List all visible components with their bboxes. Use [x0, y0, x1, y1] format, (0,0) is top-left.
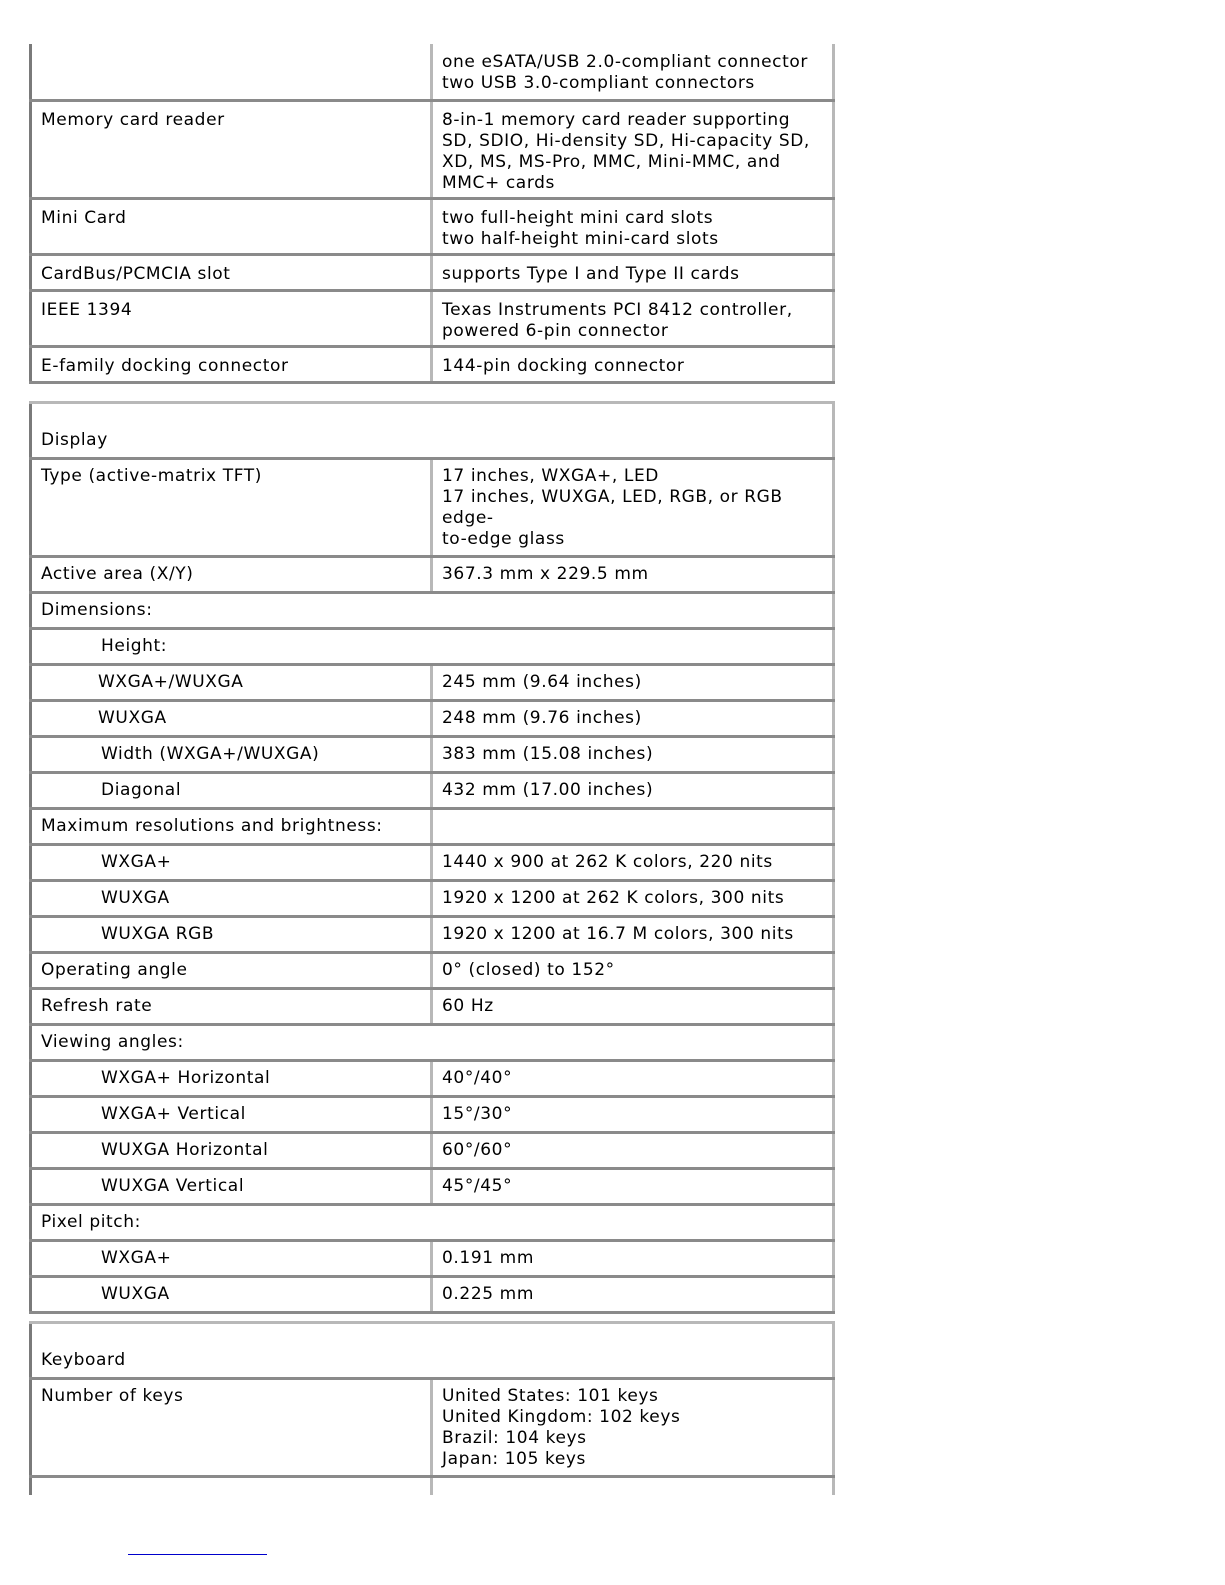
table-row: [31, 989, 834, 1025]
spec-value: 1920 x 1200 at 16.7 M colors, 300 nits: [432, 917, 834, 953]
spec-group-label: Dimensions:: [31, 593, 834, 629]
table-row: [31, 953, 834, 989]
spec-group-label: Viewing angles:: [31, 1025, 834, 1061]
table-row: [31, 459, 834, 557]
table-row: [31, 1061, 834, 1097]
spec-label: Memory card reader: [31, 100, 432, 198]
spec-value: 40°/40°: [432, 1061, 834, 1097]
section-heading-keyboard: Keyboard: [31, 1323, 834, 1379]
keyboard-table: [29, 1321, 835, 1495]
table-row: [31, 773, 834, 809]
table-row: [31, 100, 834, 198]
spec-value: 60°/60°: [432, 1133, 834, 1169]
display-table: [29, 401, 835, 1314]
spec-label: WXGA+ Horizontal: [31, 1061, 432, 1097]
table-row: [31, 557, 834, 593]
table-row: [31, 1097, 834, 1133]
spec-value: 248 mm (9.76 inches): [432, 701, 834, 737]
table-row: [31, 198, 834, 254]
table-header-row: [31, 403, 834, 459]
spec-label: CardBus/PCMCIA slot: [31, 254, 432, 290]
spec-value: United States: 101 keys United Kingdom: 102 keys Brazil: 104 keys Japan: 105 keys: [432, 1379, 834, 1477]
table-row: [31, 701, 834, 737]
spec-label: WXGA+: [31, 845, 432, 881]
spec-value: 60 Hz: [432, 989, 834, 1025]
spec-label: WXGA+: [31, 1241, 432, 1277]
spec-label: WXGA+/WUXGA: [31, 665, 432, 701]
spec-label: Number of keys: [31, 1379, 432, 1477]
spec-label: E-family docking connector: [31, 346, 432, 382]
footer-link-underline[interactable]: [128, 1554, 267, 1555]
table-row: [31, 1025, 834, 1061]
spec-label: WUXGA: [31, 881, 432, 917]
spec-group-label: Pixel pitch:: [31, 1205, 834, 1241]
spec-value: 0.225 mm: [432, 1277, 834, 1313]
spec-label: Active area (X/Y): [31, 557, 432, 593]
spec-label: WUXGA: [31, 701, 432, 737]
spec-label: WUXGA Vertical: [31, 1169, 432, 1205]
table-row: [31, 1379, 834, 1477]
table-row: [31, 845, 834, 881]
table-row: [31, 254, 834, 290]
spec-value: two full-height mini card slots two half-height mini-card slots: [432, 198, 834, 254]
spec-value: 367.3 mm x 229.5 mm: [432, 557, 834, 593]
spec-value: 15°/30°: [432, 1097, 834, 1133]
spec-label: IEEE 1394: [31, 290, 432, 346]
spec-subgroup-label: Height:: [31, 629, 834, 665]
spec-value: 8-in-1 memory card reader supporting SD, SDIO, Hi-density SD, Hi-capacity SD, XD, MS, MS-Pro, MMC, Mini-MMC, and MMC+ cards: [432, 100, 834, 198]
spec-value-empty: [432, 809, 834, 845]
table-row: [31, 881, 834, 917]
spec-value: one eSATA/USB 2.0-compliant connector two USB 3.0-compliant connectors: [432, 44, 834, 100]
table-row: [31, 44, 834, 100]
section-heading-display: Display: [31, 403, 834, 459]
table-row: [31, 1277, 834, 1313]
spec-label: Operating angle: [31, 953, 432, 989]
spec-label: Mini Card: [31, 198, 432, 254]
spec-value: supports Type I and Type II cards: [432, 254, 834, 290]
spec-value: 432 mm (17.00 inches): [432, 773, 834, 809]
table-row: [31, 1169, 834, 1205]
spec-label: Diagonal: [31, 773, 432, 809]
table-row: [31, 1477, 834, 1495]
spec-value: 245 mm (9.64 inches): [432, 665, 834, 701]
table-row: [31, 1205, 834, 1241]
spec-value: 0° (closed) to 152°: [432, 953, 834, 989]
spec-label: Width (WXGA+/WUXGA): [31, 737, 432, 773]
spec-label: WUXGA: [31, 1277, 432, 1313]
spec-value: 144-pin docking connector: [432, 346, 834, 382]
table-row: [31, 346, 834, 382]
table-row: [31, 917, 834, 953]
spec-label: [31, 44, 432, 100]
table-row: [31, 629, 834, 665]
spec-value: 45°/45°: [432, 1169, 834, 1205]
spec-label: [31, 1477, 432, 1495]
spec-group-label: Maximum resolutions and brightness:: [31, 809, 432, 845]
spec-label: Type (active-matrix TFT): [31, 459, 432, 557]
spec-label: WUXGA Horizontal: [31, 1133, 432, 1169]
table-row: [31, 290, 834, 346]
table-row: [31, 809, 834, 845]
ports-table: [29, 44, 835, 384]
table-row: [31, 1133, 834, 1169]
spec-label: Refresh rate: [31, 989, 432, 1025]
spec-value: [432, 1477, 834, 1495]
spec-label: WXGA+ Vertical: [31, 1097, 432, 1133]
spec-value: 1440 x 900 at 262 K colors, 220 nits: [432, 845, 834, 881]
table-row: [31, 1241, 834, 1277]
spec-value: Texas Instruments PCI 8412 controller, powered 6-pin connector: [432, 290, 834, 346]
table-row: [31, 737, 834, 773]
spec-value: 0.191 mm: [432, 1241, 834, 1277]
table-row: [31, 593, 834, 629]
spec-value: 1920 x 1200 at 262 K colors, 300 nits: [432, 881, 834, 917]
spec-value: 17 inches, WXGA+, LED 17 inches, WUXGA, LED, RGB, or RGB edge- to-edge glass: [432, 459, 834, 557]
spec-value: 383 mm (15.08 inches): [432, 737, 834, 773]
table-row: [31, 665, 834, 701]
table-header-row: [31, 1323, 834, 1379]
spec-label: WUXGA RGB: [31, 917, 432, 953]
